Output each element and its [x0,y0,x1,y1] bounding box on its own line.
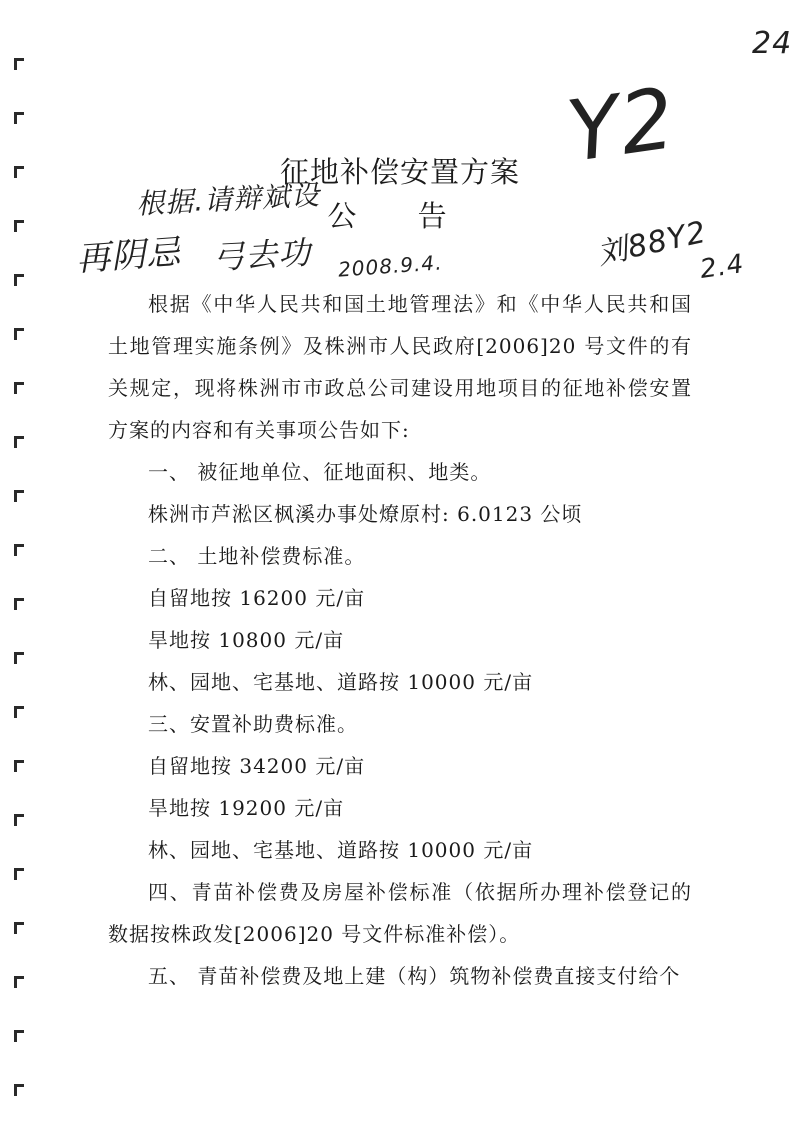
section-3-line: 自留地按 34200 元/亩 [148,754,366,778]
binding-hole [14,58,24,70]
section-1-title: 一、 被征地单位、征地面积、地类。 [148,460,492,484]
binding-hole [14,652,24,664]
handwritten-note: 弓去功 [211,233,313,277]
handwritten-date: 2.4 [698,249,747,285]
intro-paragraph: 根据《中华人民共和国土地管理法》和《中华人民共和国土地管理实施条例》及株洲市人民政府[2006]20 号文件的有关规定，现将株洲市市政总公司建设用地项目的征地补偿安置方案的内容和有关事项公告如下: [108,292,692,442]
section-2-line: 旱地按 10800 元/亩 [148,628,345,652]
handwritten-mark: Y2 [561,69,682,181]
section-4-paragraph: 四、青苗补偿费及房屋补偿标准（依据所办理补偿登记的数据按株政发[2006]20 号文件标准补偿）。 [108,880,692,946]
binding-hole [14,598,24,610]
section-3-line: 旱地按 19200 元/亩 [148,796,345,820]
handwritten-page-number: 24 [752,26,793,61]
binding-hole [14,922,24,934]
section-2-line: 林、园地、宅基地、道路按 10000 元/亩 [148,670,534,694]
binding-hole [14,976,24,988]
binding-hole [14,112,24,124]
binding-hole [14,760,24,772]
binding-hole [14,382,24,394]
binding-hole [14,436,24,448]
binding-hole [14,1084,24,1096]
handwritten-note: 根据.请辩斌设 [135,178,321,221]
binding-hole [14,814,24,826]
binding-hole [14,544,24,556]
document-subtitle: 公 告 [327,199,473,233]
binding-hole [14,868,24,880]
handwritten-date: 2008.9.4. [337,250,444,282]
section-3-line: 林、园地、宅基地、道路按 10000 元/亩 [148,838,534,862]
section-2-title: 二、 土地补偿费标准。 [148,544,366,568]
binding-hole [14,706,24,718]
binding-hole [14,274,24,286]
section-5-paragraph: 五、 青苗补偿费及地上建（构）筑物补偿费直接支付给个 [148,964,681,988]
document-title: 征地补偿安置方案 [279,155,520,189]
section-3-title: 三、安置补助费标准。 [148,712,358,736]
binding-hole [14,328,24,340]
handwritten-note: 再阴忌 [74,232,183,280]
section-1-line: 株洲市芦淞区枫溪办事处燎原村: 6.0123 公顷 [148,502,583,526]
binding-hole [14,1030,24,1042]
binding-hole [14,490,24,502]
document-body [108,283,692,997]
section-2-line: 自留地按 16200 元/亩 [148,586,366,610]
handwritten-signature: 刘88Y2 [594,214,710,273]
